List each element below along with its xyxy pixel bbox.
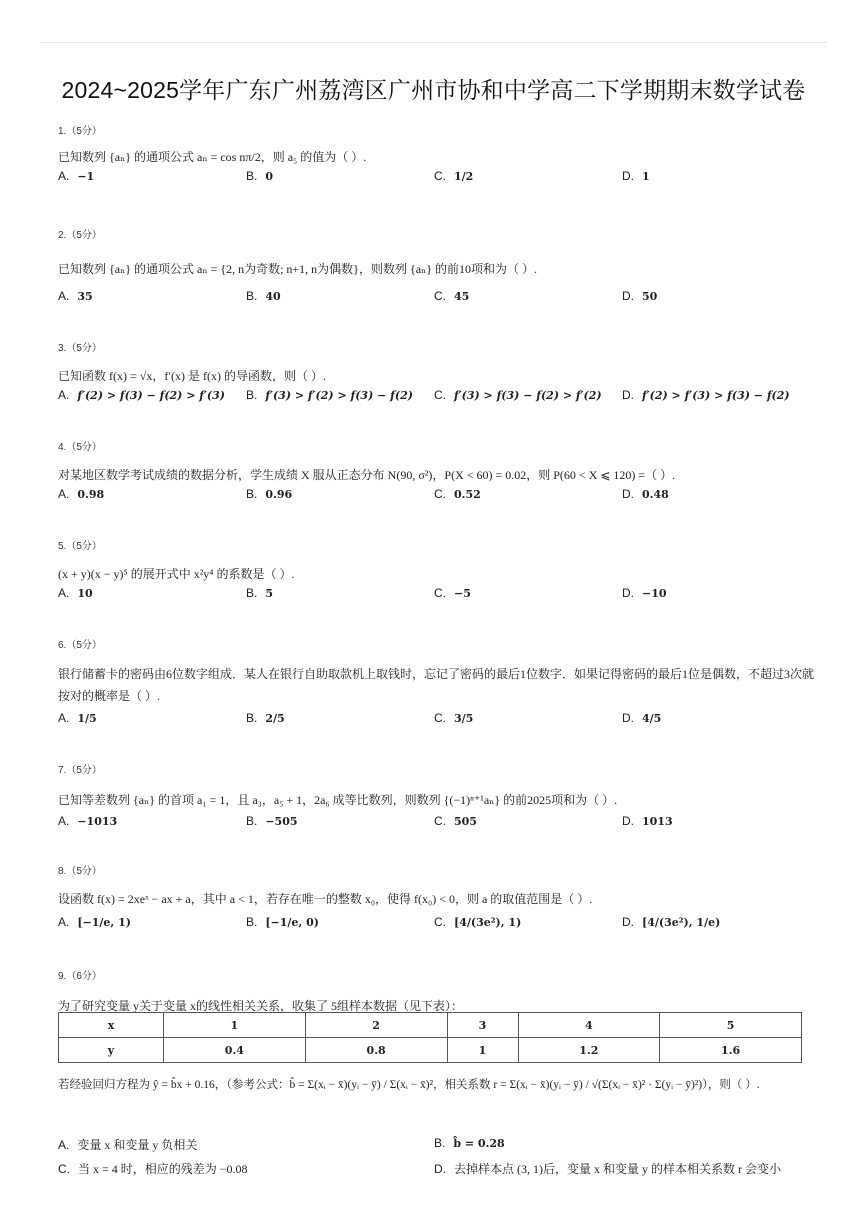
option-label: C. (434, 711, 446, 725)
question-head: 4.（5分） (58, 442, 102, 453)
question-stem: 为了研究变量 y关于变量 x的线性相关关系，收集了 5组样本数据（见下表）： (58, 999, 464, 1013)
option-label: D. (622, 388, 634, 402)
options-row (58, 814, 818, 834)
option-label: C. (434, 915, 446, 929)
question-head: 9.（6分） (58, 971, 102, 982)
option-b: −505 (265, 815, 298, 828)
question-6 (58, 636, 818, 731)
table-cell: 3 (447, 1013, 518, 1038)
options-row (58, 915, 818, 935)
option-a: 1/5 (77, 712, 97, 725)
question-4 (58, 438, 818, 507)
options-row (58, 289, 818, 309)
option-c: [4/(3e²), 1) (454, 916, 522, 929)
table-cell: y (59, 1038, 164, 1063)
question-9 (58, 967, 818, 1016)
option-a: 35 (77, 290, 93, 303)
table-cell: 1 (164, 1013, 306, 1038)
q9-regression-text: 若经验回归方程为 ŷ = b̂x + 0.16，（参考公式：b̂ = Σ(xᵢ − x̄)(yᵢ − ȳ) / Σ(xᵢ − x̄)²，相关系数 r = Σ(xᵢ − x̄)(yᵢ − ȳ) / √(Σ(xᵢ − x̄)² · Σ(yᵢ − ȳ)²)），则（ ）. (58, 1079, 760, 1091)
option-d: 去掉样本点 (3, 1)后，变量 x 和变量 y 的样本相关系数 r 会变小 (454, 1162, 781, 1176)
options-row (58, 487, 818, 507)
question-stem: 设函数 f(x) = 2xeˣ − ax + a，其中 a < 1，若存在唯一的整数 x₀，使得 f(x₀) < 0，则 a 的取值范围是（ ）. (58, 892, 593, 906)
option-d: 50 (642, 290, 658, 303)
table-cell: 0.4 (164, 1038, 306, 1063)
option-d: 1013 (642, 815, 673, 828)
page-title: 2024~2025学年广东广州荔湾区广州市协和中学高二下学期期末数学试卷 (61, 77, 806, 103)
option-label: D. (622, 487, 634, 501)
option-a: −1 (77, 170, 95, 183)
table-cell: 1 (447, 1038, 518, 1063)
table-cell: 5 (660, 1013, 802, 1038)
option-d: 1 (642, 170, 650, 183)
option-b: 2/5 (265, 712, 285, 725)
option-b: 5 (265, 587, 273, 600)
option-c: −5 (454, 587, 471, 600)
option-c: f′(3) > f(3) − f(2) > f′(2) (454, 389, 602, 402)
options-row (58, 711, 818, 731)
option-label: B. (246, 388, 258, 402)
question-5 (58, 537, 818, 606)
option-c: 0.52 (454, 488, 481, 501)
option-b: b̂ = 0.28 (453, 1137, 505, 1150)
table-row (59, 1013, 802, 1038)
option-label: A. (58, 915, 70, 929)
option-label: D. (622, 915, 634, 929)
option-a: 10 (77, 587, 93, 600)
question-stem: 已知等差数列 {aₙ} 的首项 a₁ = 1，且 a₃，a₅ + 1，2a₆ 成等比数列，则数列 {(−1)ⁿ⁺¹aₙ} 的前2025项和为（ ）. (58, 793, 618, 807)
sample-data-table (58, 1012, 802, 1063)
option-label: A. (58, 711, 70, 725)
option-b: 0 (265, 170, 273, 183)
question-stem: 银行储蓄卡的密码由6位数字组成．某人在银行自助取款机上取钱时，忘记了密码的最后1位数字．如果记得密码的最后1位是偶数，不超过3次就按对的概率是（ ）. (58, 667, 815, 703)
option-label: D. (622, 814, 634, 828)
options-row (58, 1160, 818, 1180)
option-label: B. (246, 487, 258, 501)
question-2 (58, 226, 818, 309)
option-a: f′(2) > f(3) − f(2) > f′(3) (77, 389, 225, 402)
question-stem: 已知数列 {aₙ} 的通项公式 aₙ = {2, n为奇数; n+1, n为偶数}，则数列 {aₙ} 的前10项和为（ ）. (58, 262, 537, 276)
question-8 (58, 862, 818, 935)
option-label: B. (246, 814, 258, 828)
option-label: A. (58, 487, 70, 501)
question-head: 6.（5分） (58, 640, 102, 651)
option-label: A. (58, 814, 70, 828)
option-label: C. (434, 388, 446, 402)
options-row (58, 586, 818, 606)
option-c: 505 (454, 815, 477, 828)
question-head: 1.（5分） (58, 126, 102, 137)
table-cell: 4 (518, 1013, 660, 1038)
option-c: 45 (454, 290, 470, 303)
question-7 (58, 761, 818, 834)
question-stem: 已知数列 {aₙ} 的通项公式 aₙ = cos nπ/2，则 a₅ 的值为（ ）. (58, 150, 367, 164)
option-label: D. (622, 711, 634, 725)
option-label: A. (58, 169, 70, 183)
option-label: A. (58, 1138, 70, 1152)
table-cell: 1.6 (660, 1038, 802, 1063)
option-b: f′(3) > f′(2) > f(3) − f(2) (265, 389, 413, 402)
option-label: B. (246, 586, 258, 600)
option-label: C. (434, 289, 446, 303)
option-label: D. (622, 289, 634, 303)
option-label: C. (434, 487, 446, 501)
option-label: C. (434, 586, 446, 600)
option-c: 1/2 (454, 170, 474, 183)
options-row (58, 388, 818, 408)
option-label: B. (246, 289, 258, 303)
question-head: 2.（5分） (58, 230, 102, 241)
option-d: [4/(3e²), 1/e) (642, 916, 721, 929)
option-b: [−1/e, 0) (265, 916, 319, 929)
question-stem: 对某地区数学考试成绩的数据分析，学生成绩 X 服从正态分布 N(90, σ²)，P(X < 60) = 0.02，则 P(60 < X ⩽ 120) =（ ）. (58, 468, 676, 482)
question-3 (58, 339, 818, 408)
option-label: A. (58, 586, 70, 600)
option-label: D. (434, 1162, 446, 1176)
option-label: D. (622, 169, 634, 183)
question-stem: 已知函数 f(x) = √x，f′(x) 是 f(x) 的导函数，则（ ）. (58, 369, 326, 383)
option-d: −10 (642, 587, 667, 600)
table-cell: 1.2 (518, 1038, 660, 1063)
options-row (58, 169, 818, 189)
table-cell: 2 (305, 1013, 447, 1038)
option-c: 3/5 (454, 712, 474, 725)
option-b: 0.96 (265, 488, 293, 501)
options-row (58, 1136, 818, 1156)
option-d: f′(2) > f′(3) > f(3) − f(2) (642, 389, 790, 402)
option-label: C. (58, 1162, 70, 1176)
option-label: A. (58, 289, 70, 303)
option-label: B. (246, 169, 258, 183)
option-b: 40 (265, 290, 281, 303)
option-c: 当 x = 4 时，相应的残差为 −0.08 (78, 1162, 248, 1176)
option-a: 变量 x 和变量 y 负相关 (77, 1138, 198, 1152)
option-a: −1013 (77, 815, 118, 828)
table-cell: 0.8 (305, 1038, 447, 1063)
option-d: 0.48 (642, 488, 669, 501)
top-divider (40, 42, 827, 43)
question-stem: (x + y)(x − y)⁵ 的展开式中 x²y⁴ 的系数是（ ）. (58, 567, 295, 581)
question-head: 8.（5分） (58, 866, 102, 877)
question-head: 5.（5分） (58, 541, 102, 552)
q9-options (58, 1136, 818, 1180)
option-label: C. (434, 169, 446, 183)
table-row (59, 1038, 802, 1063)
option-label: B. (246, 915, 258, 929)
option-d: 4/5 (642, 712, 662, 725)
question-head: 7.（5分） (58, 765, 102, 776)
option-label: C. (434, 814, 446, 828)
option-label: A. (58, 388, 70, 402)
question-1 (58, 122, 818, 189)
option-label: B. (434, 1136, 446, 1150)
table-cell: x (59, 1013, 164, 1038)
option-label: B. (246, 711, 258, 725)
option-label: D. (622, 586, 634, 600)
question-head: 3.（5分） (58, 343, 102, 354)
option-a: 0.98 (77, 488, 105, 501)
option-a: [−1/e, 1) (77, 916, 131, 929)
